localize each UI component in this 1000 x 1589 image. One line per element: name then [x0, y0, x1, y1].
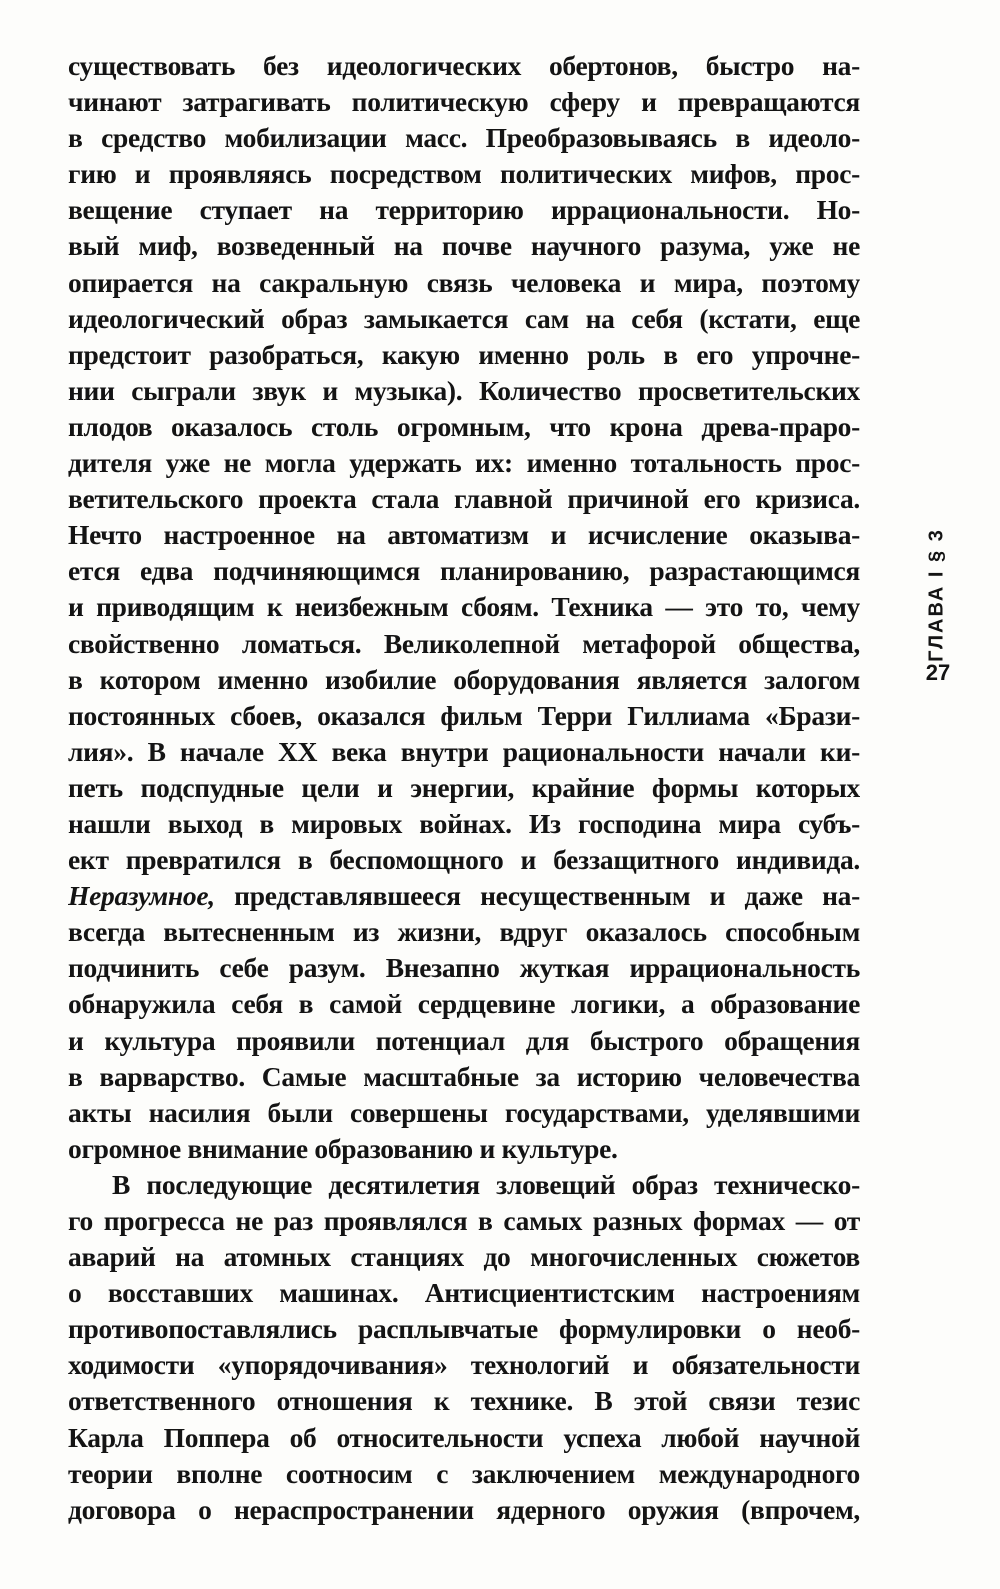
page-number: 27: [925, 660, 951, 685]
text-line: теории вполне соотносим с заключением международного: [68, 1457, 860, 1489]
text-line: ветительского проекта стала главной причиной его кризиса.: [68, 483, 860, 515]
text-line: чинают затрагивать политическую сферу и превращаются: [68, 86, 860, 118]
text-line: в котором именно изобилие оборудования является залогом: [68, 663, 860, 695]
text-line: вещение ступает на территорию иррациональности. Но-: [68, 194, 860, 226]
italic-term: Неразумное,: [68, 880, 215, 912]
text-line: ответственного отношения к технике. В этой связи тезис: [68, 1385, 860, 1417]
text-line: плодов оказалось столь огромным, что крона древа-праро-: [68, 410, 860, 442]
text-line: свойственно ломаться. Великолепной метафорой общества,: [68, 627, 860, 659]
text-line: огромное внимание образованию и культуре.: [68, 1132, 618, 1164]
text-line: вый миф, возведенный на почве научного разума, уже не: [68, 230, 860, 262]
text-line: Нечто настроенное на автоматизм и исчисление оказыва-: [68, 519, 860, 551]
running-header: [917, 520, 957, 670]
text-line-italic-start: [68, 878, 860, 914]
text-line: противопоставлялись расплывчатые формулировки о необ-: [68, 1313, 860, 1345]
running-header-text: ГЛАВА I § 3: [925, 528, 948, 662]
paragraph-2: [68, 1167, 860, 1528]
text-line: го прогресса не раз проявлялся в самых разных формах — от: [68, 1205, 860, 1236]
text-line: ходимости «упорядочивания» технологий и обязательности: [68, 1349, 860, 1381]
text-line: ект превратился в беспомощного и беззащитного индивида.: [68, 844, 860, 876]
text-line: Карла Поппера об относительности успеха любой научной: [68, 1421, 860, 1453]
text-line: существовать без идеологических обертонов, быстро на-: [68, 50, 860, 81]
text-line: лия». В начале XX века внутри рациональности начали ки-: [68, 735, 860, 767]
body-text: [68, 48, 860, 1528]
text-line: дителя уже не могла удержать их: именно тотальность прос-: [68, 447, 860, 479]
text-line: предстоит разобраться, какую именно роль в его упрочне-: [68, 338, 860, 370]
text-line: в варварство. Самые масштабные за историю человечества: [68, 1060, 860, 1092]
text-line: нашли выход в мировых войнах. Из господина мира субъ-: [68, 807, 860, 839]
text-line: петь подспудные цели и энергии, крайние формы которых: [68, 771, 860, 803]
text-line: гию и проявляясь посредством политических мифов, прос-: [68, 158, 860, 190]
text-line: опирается на сакральную связь человека и мира, поэтому: [68, 266, 860, 298]
text-line: ется едва подчиняющимся планированию, разрастающимся: [68, 555, 860, 587]
text-line-rest: представлявшееся несущественным и даже на-: [214, 880, 860, 912]
text-line: обнаружила себя в самой сердцевине логики, а образование: [68, 988, 860, 1020]
text-line: постоянных сбоев, оказался фильм Терри Гиллиама «Брази-: [68, 699, 860, 731]
paragraph-1: [68, 48, 860, 1167]
text-line: и приводящим к неизбежным сбоям. Техника — это то, чему: [68, 591, 860, 623]
text-line: В последующие десятилетия зловещий образ техническо-: [112, 1168, 860, 1200]
text-line: в средство мобилизации масс. Преобразовываясь в идеоло-: [68, 122, 860, 154]
text-line: идеологический образ замыкается сам на себя (кстати, еще: [68, 302, 860, 334]
text-line: и культура проявили потенциал для быстрого обращения: [68, 1024, 860, 1056]
text-line: договора о нераспространении ядерного оружия (впрочем,: [68, 1493, 860, 1525]
text-line: аварий на атомных станциях до многочисленных сюжетов: [68, 1241, 860, 1273]
text-line: подчинить себе разум. Внезапно жуткая иррациональность: [68, 952, 860, 984]
text-line: акты насилия были совершены государствами, уделявшими: [68, 1096, 860, 1128]
text-line: нии сыграли звук и музыка). Количество просветительских: [68, 374, 860, 406]
text-line: о восставших машинах. Антисциентистским настроениям: [68, 1277, 860, 1309]
text-line: всегда вытесненным из жизни, вдруг оказалось способным: [68, 916, 860, 948]
